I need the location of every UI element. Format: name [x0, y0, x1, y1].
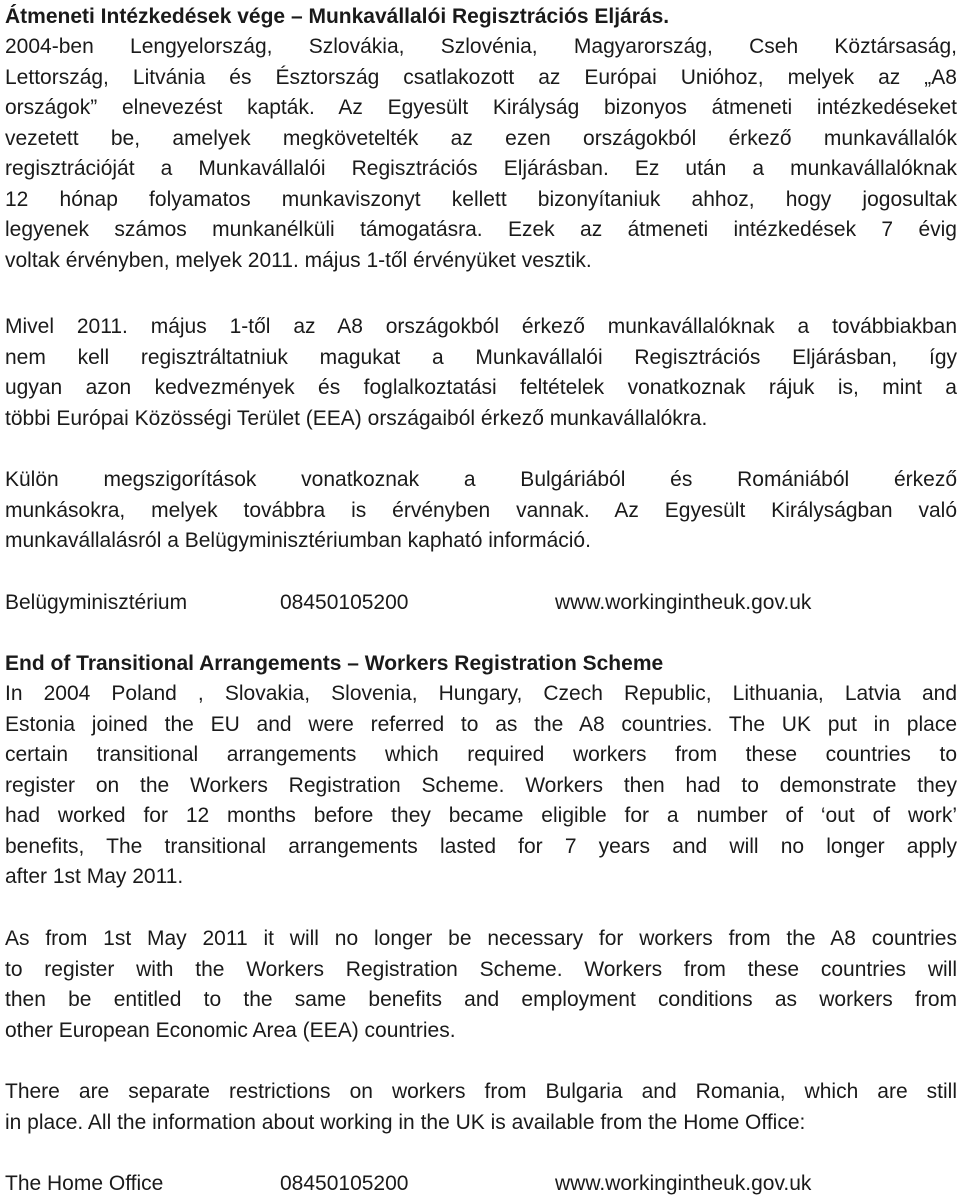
en-p1-line: after 1st May 2011.	[5, 865, 184, 888]
en-paragraph-3	[5, 1077, 957, 1138]
hu-p3-line: Külön megszigorítások vonatkoznak a Bulgáriából és Romániából érkező	[5, 468, 957, 491]
hu-p2-line: ugyan azon kedvezmények és foglalkoztatási feltételek vonatkoznak rájuk is, mint a	[5, 376, 957, 399]
en-contact-row	[5, 1169, 957, 1199]
en-p1-line: register on the Workers Registration Scheme. Workers then had to demonstrate they	[5, 773, 957, 797]
hu-p2-line: Mivel 2011. május 1-től az A8 országokból érkező munkavállalóknak a továbbiakban	[5, 315, 957, 338]
hu-contact-row	[5, 588, 957, 618]
hu-p1-line: voltak érvényben, melyek 2011. május 1-től érvényüket vesztik.	[5, 248, 592, 272]
en-paragraph-1	[5, 679, 957, 893]
en-title: End of Transitional Arrangements – Workers Registration Scheme	[5, 652, 664, 675]
contact-phone: 08450105200	[280, 591, 409, 614]
en-p1-line: had worked for 12 months before they became eligible for a number of ‘out of work’	[5, 804, 957, 827]
contact-name: The Home Office	[5, 1172, 164, 1195]
hu-p1-line: 2004-ben Lengyelország, Szlovákia, Szlovénia, Magyarország, Cseh Köztársaság,	[5, 35, 957, 58]
en-p3-line: There are separate restrictions on workers from Bulgaria and Romania, which are still	[5, 1080, 957, 1103]
en-p1-line: benefits, The transitional arrangements lasted for 7 years and will no longer apply	[5, 834, 957, 858]
hu-p2-line: nem kell regisztráltatniuk magukat a Munkavállalói Regisztrációs Eljárásban, így	[5, 345, 957, 369]
en-p1-line: In 2004 Poland , Slovakia, Slovenia, Hungary, Czech Republic, Lithuania, Latvia and	[5, 682, 957, 705]
hu-paragraph-1	[5, 32, 957, 276]
hu-p1-line: Lettország, Litvánia és Észtország csatlakozott az Európai Unióhoz, melyek az „A8	[5, 65, 957, 89]
hu-p1-line: regisztrációját a Munkavállalói Regisztrációs Eljárásban. Ez után a munkavállalóknak	[5, 157, 957, 180]
hu-title: Átmeneti Intézkedések vége – Munkavállalói Regisztrációs Eljárás.	[5, 5, 670, 28]
en-p2-line: As from 1st May 2011 it will no longer be necessary for workers from the A8 countries	[5, 927, 957, 950]
hu-p1-line: vezetett be, amelyek megkövetelték az ezen országokból érkező munkavállalók	[5, 126, 957, 150]
en-p3-line: in place. All the information about working in the UK is available from the Home Office:	[5, 1110, 806, 1134]
contact-url[interactable]: www.workingintheuk.gov.uk	[555, 591, 812, 614]
en-p2-line: then be entitled to the same benefits and employment conditions as workers from	[5, 988, 957, 1011]
en-p1-line: certain transitional arrangements which required workers from these countries to	[5, 743, 957, 766]
hu-p3-line: munkavállalásról a Belügyminisztériumban kapható információ.	[5, 529, 591, 552]
en-p2-line: to register with the Workers Registration Scheme. Workers from these countries will	[5, 957, 957, 981]
en-p2-line: other European Economic Area (EEA) countries.	[5, 1018, 456, 1042]
hu-p3-line: munkásokra, melyek továbbra is érvényben vannak. Az Egyesült Királyságban való	[5, 498, 957, 522]
contact-phone: 08450105200	[280, 1172, 409, 1195]
hu-paragraph-3	[5, 465, 957, 557]
hu-p1-line: országok” elnevezést kapták. Az Egyesült Királyság bizonyos átmeneti intézkedéseket	[5, 96, 957, 119]
contact-url[interactable]: www.workingintheuk.gov.uk	[555, 1172, 812, 1195]
hu-p1-line: legyenek számos munkanélküli támogatásra. Ezek az átmeneti intézkedések 7 évig	[5, 218, 957, 241]
hu-p2-line: többi Európai Közösségi Terület (EEA) országaiból érkező munkavállalókra.	[5, 406, 708, 430]
hu-paragraph-2	[5, 312, 957, 434]
en-p1-line: Estonia joined the EU and were referred to as the A8 countries. The UK put in place	[5, 712, 957, 736]
contact-name: Belügyminisztérium	[5, 591, 188, 614]
en-paragraph-2	[5, 924, 957, 1046]
hu-p1-line: 12 hónap folyamatos munkaviszonyt kellett bizonyítaniuk ahhoz, hogy jogosultak	[5, 187, 957, 211]
